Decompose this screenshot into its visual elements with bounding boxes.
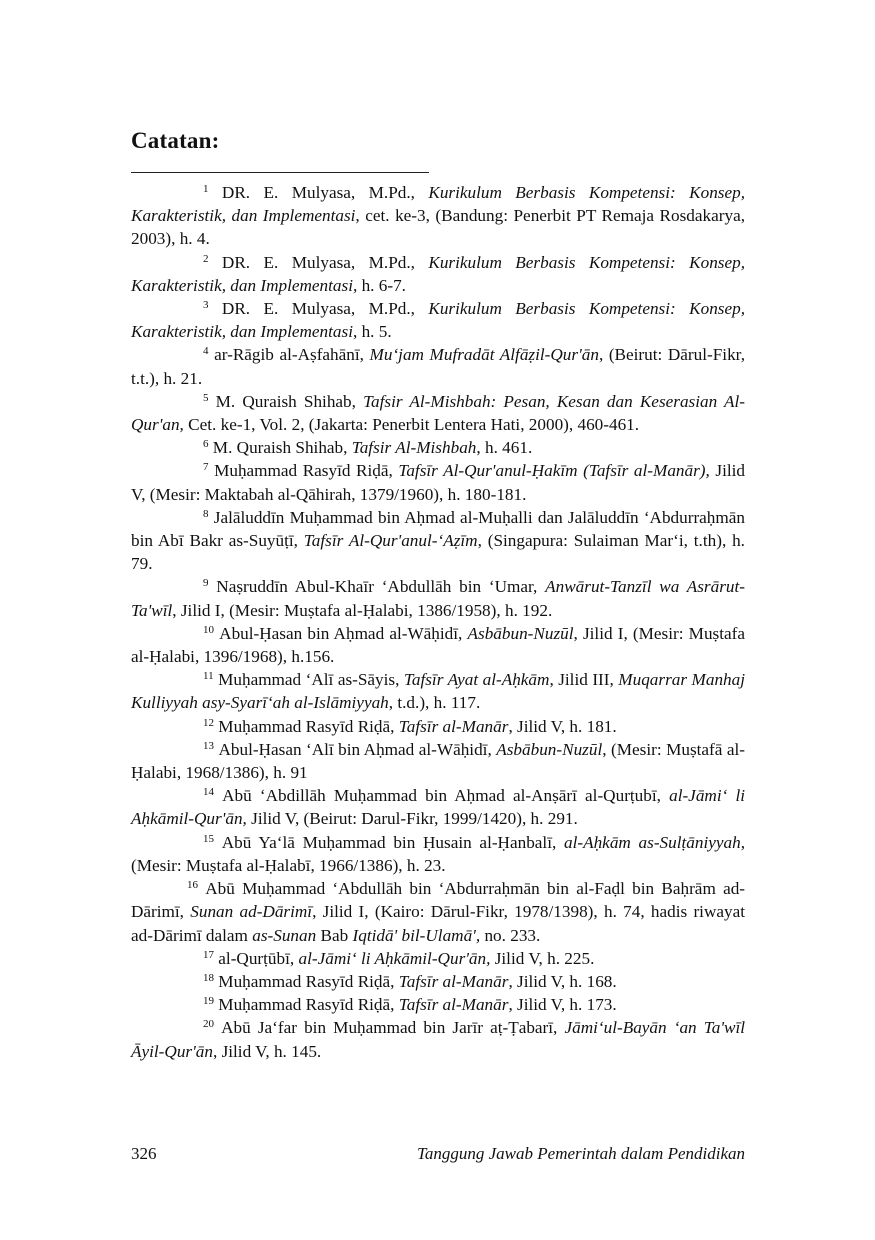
endnote-number: 8 [203, 507, 209, 520]
endnote-text: , Jilid V, h. 145. [212, 1041, 322, 1061]
endnote-text: Jilid V, (Beirut: Darul-Fikr, 1999/1420), h. 291. [246, 809, 578, 829]
endnote-title-italic: Jāmi‘ul-Bayān ‘an Ta'wīl Āyil-Qur'ān [131, 1018, 746, 1061]
endnote-title-italic: al-Aḥkām as-Sulṭāniyyah [564, 832, 741, 852]
endnote-7 [131, 459, 745, 505]
endnote-text: ar-Rāgib al-Aṣfahānī, [214, 345, 370, 365]
endnote-title-italic: al-Jāmi‘ li Aḥkāmil-Qur'ān, [131, 786, 746, 829]
endnote-11 [131, 668, 745, 714]
endnote-text: , Jilid V, h. 168. [508, 971, 617, 991]
endnote-text: Cet. ke-1, Vol. 2, (Jakarta: Penerbit Lentera Hati, 2000), 460-461. [183, 415, 640, 435]
endnote-text: , Jilid V, h. 181. [508, 716, 617, 736]
endnote-title-italic: Muqarrar Manhaj Kulliyyah asy-Syarī‘ah al-Islāmiyyah [131, 670, 745, 713]
endnote-number: 7 [203, 461, 209, 474]
endnote-title-italic: Asbābun-Nuzūl [496, 739, 603, 759]
endnote-5 [131, 390, 745, 436]
endnote-text: no. 233. [480, 925, 541, 945]
endnote-text: , h. 461. [476, 438, 533, 458]
endnote-text: al-Qurṭūbī, [218, 948, 299, 968]
endnote-title-italic: Sunan ad-Dārimī [190, 902, 313, 922]
endnote-title-italic: as-Sunan [252, 925, 317, 945]
page-title: Catatan: [131, 128, 220, 153]
endnote-text: , h. 6-7. [352, 275, 406, 295]
endnote-15 [131, 831, 745, 877]
endnote-text: , h. 5. [352, 322, 392, 342]
endnote-4 [131, 343, 745, 389]
endnote-text: Jalāluddīn Muḥammad bin Aḥmad al-Muḥalli dan Jalāluddīn ‘Abdurraḥmān bin Abī Bakr as-Suyūṭī, [131, 507, 745, 551]
endnote-text: Muḥammad Rasyīd Riḍā, [218, 995, 399, 1015]
endnote-title-italic: Tafsīr Ayat al-Aḥkām [403, 670, 550, 690]
endnote-title-italic: Tafsir Al-Mishbah [351, 438, 477, 458]
endnote-17 [131, 947, 745, 970]
endnote-title-italic: Kurikulum Berbasis Kompetensi: Konsep, Karakteristik, dan Implementasi [131, 183, 746, 226]
endnote-title-italic: Iqtidā' bil-Ulamā', [352, 925, 481, 945]
endnote-text: Abū Ya‘lā Muḥammad bin Ḥusain al-Ḥanbalī, [221, 832, 564, 852]
endnote-12 [131, 715, 745, 738]
endnote-text: , Jilid I, (Mesir: Muṣtafa al-Ḥalabi, 1396/1968), h.156. [131, 623, 745, 667]
endnote-title-italic: Tafsīr al-Manār [398, 716, 509, 736]
endnote-text: , Jilid I, (Mesir: Muṣtafa al-Ḥalabi, 1386/1958), h. 192. [172, 600, 553, 620]
endnote-number: 5 [203, 391, 209, 404]
endnote-number: 14 [203, 786, 214, 799]
endnote-number: 13 [203, 739, 214, 752]
endnote-text: Bab [316, 925, 353, 945]
endnote-number: 12 [203, 716, 214, 729]
endnote-text: , (Mesir: Muṣtafā al-Ḥalabi, 1968/1386), h. 91 [131, 739, 746, 783]
endnote-text: Abū Muḥammad ‘Abdullāh bin ‘Abdurraḥmān bin al-Faḍl bin Baḥrām ad-Dārimī, [131, 879, 746, 922]
endnote-9 [131, 575, 745, 621]
endnote-2 [131, 251, 745, 297]
endnote-title-italic: Tafsīr Al-Qur'anul-Ḥakīm (Tafsīr al-Manār), [398, 461, 710, 481]
endnote-title-italic: Kurikulum Berbasis Kompetensi: Konsep, Karakteristik, dan Implementasi [131, 299, 746, 342]
endnote-6 [131, 436, 745, 459]
endnote-number: 18 [203, 971, 214, 984]
endnote-text: DR. E. Mulyasa, M.Pd., [221, 252, 429, 272]
endnote-number: 15 [203, 832, 214, 845]
endnote-3 [131, 297, 745, 343]
endnote-text: Muḥammad ‘Alī as-Sāyis, [218, 670, 404, 690]
endnote-text: Muḥammad Rasyīd Riḍā, [214, 461, 399, 481]
endnote-title-italic: Asbābun-Nuzūl [467, 623, 574, 643]
endnote-8 [131, 506, 745, 576]
endnote-18 [131, 970, 745, 993]
endnote-title-italic: Kurikulum Berbasis Kompetensi: Konsep, Karakteristik, dan Implementasi [131, 252, 746, 295]
endnote-number: 3 [203, 299, 209, 312]
endnote-number: 2 [203, 252, 209, 265]
running-title: Tanggung Jawab Pemerintah dalam Pendidikan [416, 1144, 745, 1163]
endnote-title-italic: Tafsīr Al-Qur'anul-‘Aẓīm [303, 531, 478, 551]
endnote-text: , (Mesir: Muṣtafa al-Ḥalabī, 1966/1386), h. 23. [131, 832, 745, 875]
endnote-16 [131, 877, 745, 947]
endnote-text: Abū ‘Abdillāh Muḥammad bin Aḥmad al-Anṣārī al-Qurṭubī, [222, 786, 670, 806]
endnote-text: Jilid V, h. 225. [490, 948, 595, 968]
page-number: 326 [131, 1144, 157, 1163]
endnote-title-italic: al-Jāmi‘ li Aḥkāmil-Qur'ān, [298, 948, 491, 968]
endnote-text: M. Quraish Shihab, [215, 391, 364, 411]
endnote-text: , (Beirut: Dārul-Fikr, t.t.), h. 21. [131, 345, 745, 388]
endnote-10 [131, 622, 745, 668]
endnote-text: , (Singapura: Sulaiman Mar‘i, t.th), h. 79. [131, 531, 745, 574]
endnote-number: 20 [203, 1018, 214, 1031]
endnote-text: , t.d.), h. 117. [388, 693, 481, 713]
endnote-1 [131, 181, 745, 251]
endnote-text: Abul-Ḥasan bin Aḥmad al-Wāḥidī, [219, 623, 468, 643]
endnote-text: DR. E. Mulyasa, M.Pd., [221, 299, 429, 319]
endnote-text: , Jilid V, h. 173. [508, 995, 617, 1015]
endnote-text: Jilid V, (Mesir: Maktabah al-Qāhirah, 1379/1960), h. 180-181. [131, 461, 746, 504]
footnote-separator [131, 172, 429, 173]
endnote-text: M. Quraish Shihab, [212, 438, 352, 458]
endnote-number: 1 [203, 183, 209, 195]
endnote-text: Abul-Ḥasan ‘Alī bin Aḥmad al-Wāḥidī, [218, 739, 497, 759]
endnote-text: Muḥammad Rasyīd Riḍā, [218, 716, 399, 736]
endnote-19 [131, 993, 745, 1016]
endnotes-list [131, 181, 745, 1063]
endnote-title-italic: Anwārut-Tanzīl wa Asrārut-Ta'wīl [131, 577, 745, 620]
endnote-text: Abū Ja‘far bin Muḥammad bin Jarīr aṭ-Ṭabarī, [221, 1018, 565, 1038]
endnote-title-italic: Tafsīr al-Manār [398, 971, 509, 991]
endnote-number: 11 [203, 670, 214, 683]
endnote-number: 6 [203, 438, 209, 451]
endnote-title-italic: Tafsīr al-Manār [398, 995, 509, 1015]
endnote-number: 4 [203, 345, 209, 358]
endnote-number: 10 [203, 623, 214, 636]
endnote-number: 17 [203, 948, 214, 961]
endnote-number: 9 [203, 577, 209, 590]
endnote-number: 16 [187, 879, 198, 892]
endnote-text: DR. E. Mulyasa, M.Pd., [221, 183, 429, 202]
endnote-title-italic: Mu‘jam Mufradāt Alfāẓil-Qur'ān [369, 345, 599, 365]
endnote-text: , cet. ke-3, (Bandung: Penerbit PT Remaja Rosdakarya, 2003), h. 4. [131, 206, 745, 249]
endnote-number: 19 [203, 995, 214, 1008]
endnote-text: , Jilid III, [549, 670, 619, 690]
endnote-13 [131, 738, 745, 784]
endnote-20 [131, 1016, 745, 1062]
endnote-14 [131, 784, 745, 830]
endnote-text: , Jilid I, (Kairo: Dārul-Fikr, 1978/1398), h. 74, hadis riwayat ad-Dārimī dalam [131, 902, 745, 945]
endnote-text: Naṣruddīn Abul-Khaīr ‘Abdullāh bin ‘Umar, [216, 577, 546, 597]
endnote-title-italic: Tafsir Al-Mishbah: Pesan, Kesan dan Keserasian Al-Qur'an, [131, 391, 746, 435]
endnote-text: Muḥammad Rasyīd Riḍā, [218, 971, 399, 991]
